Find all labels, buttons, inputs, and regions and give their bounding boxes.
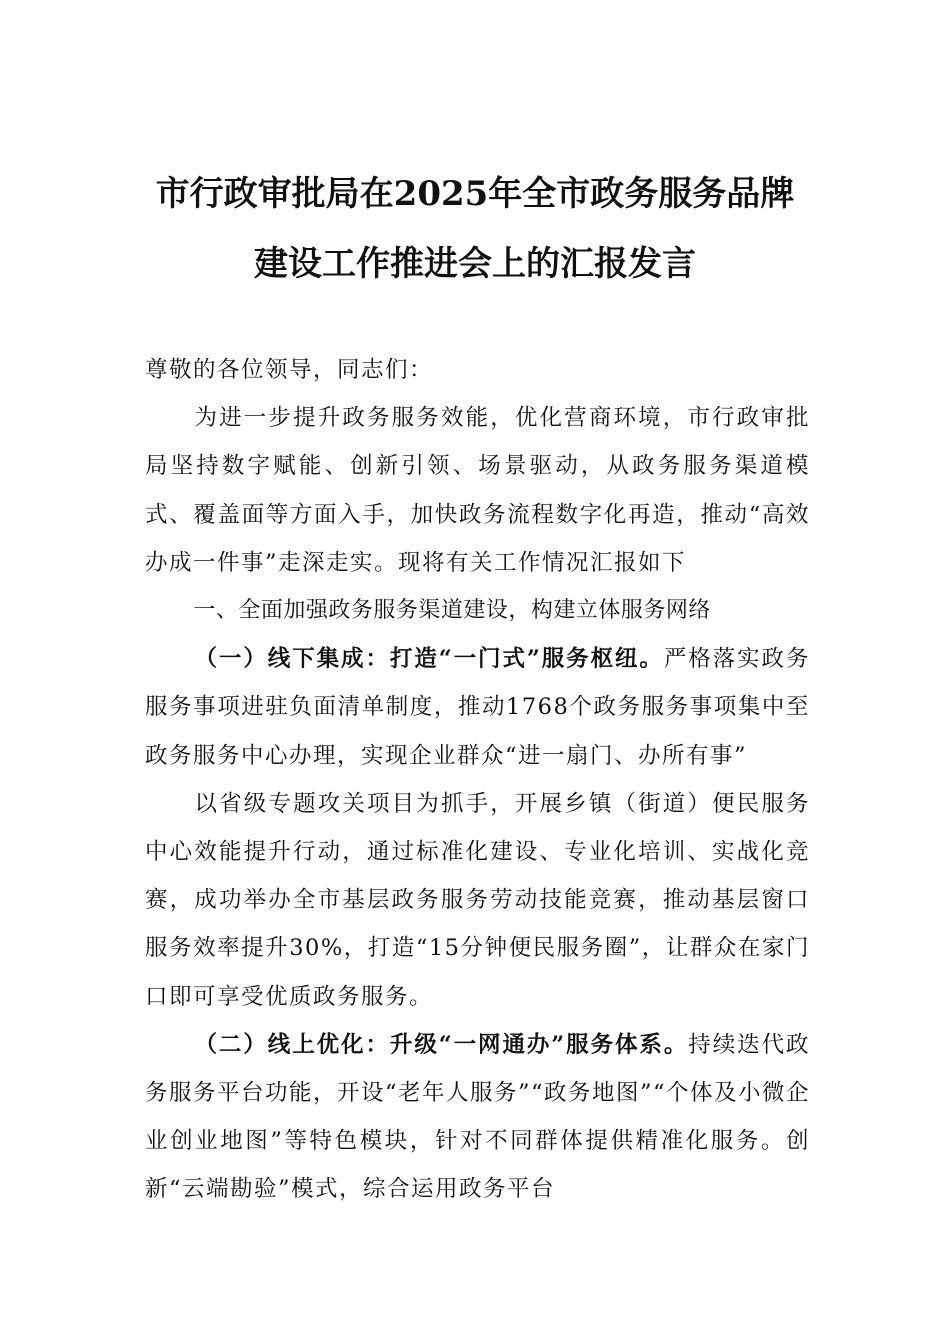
document-body <box>145 346 810 1214</box>
subsection-2-paragraph <box>145 1021 810 1214</box>
subsection-1-paragraph <box>145 635 810 780</box>
subsection-1-lead: （一）线下集成：打造“一门式”服务枢纽。 <box>194 646 664 673</box>
paragraph-2: 以省级专题攻关项目为抓手，开展乡镇（街道）便民服务中心效能提升行动，通过标准化建设、专业化培训、实战化竞赛，成功举办全市基层政务服务劳动技能竞赛，推动基层窗口服务效率提升30%，打造“15分钟便民服务圈”，让群众在家门口即可享受优质政务服务。 <box>145 790 810 1010</box>
subsection-2-lead: （二）线上优化：升级“一网通办”服务体系。 <box>194 1031 689 1058</box>
subsection-1-text: 严格落实政务服务事项进驻负面清单制度，推动1768个政务服务事项集中至政务服务中心办理，实现企业群众“进一扇门、办所有事” <box>145 646 810 769</box>
intro-paragraph: 为进一步提升政务服务效能，优化营商环境，市行政审批局坚持数字赋能、创新引领、场景驱动，从政务服务渠道模式、覆盖面等方面入手，加快政务流程数字化再造，推动“高效办成一件事”走深走实。现将有关工作情况汇报如下 <box>145 405 810 576</box>
section-1-heading: 一、全面加强政务服务渠道建设，构建立体服务网络 <box>193 598 711 624</box>
document-title-line-1: 市行政审批局在2025年全市政务服务品牌 <box>155 174 795 214</box>
salutation: 尊敬的各位领导，同志们： <box>145 357 434 383</box>
subsection-2-text: 持续迭代政务服务平台功能，开设“老年人服务”“政务地图”“个体及小微企业创业地图”等特色模块，针对不同群体提供精准化服务。创新“云端勘验”模式，综合运用政务平台 <box>145 1031 811 1203</box>
document-title-line-2: 建设工作推进会上的汇报发言 <box>254 244 696 284</box>
